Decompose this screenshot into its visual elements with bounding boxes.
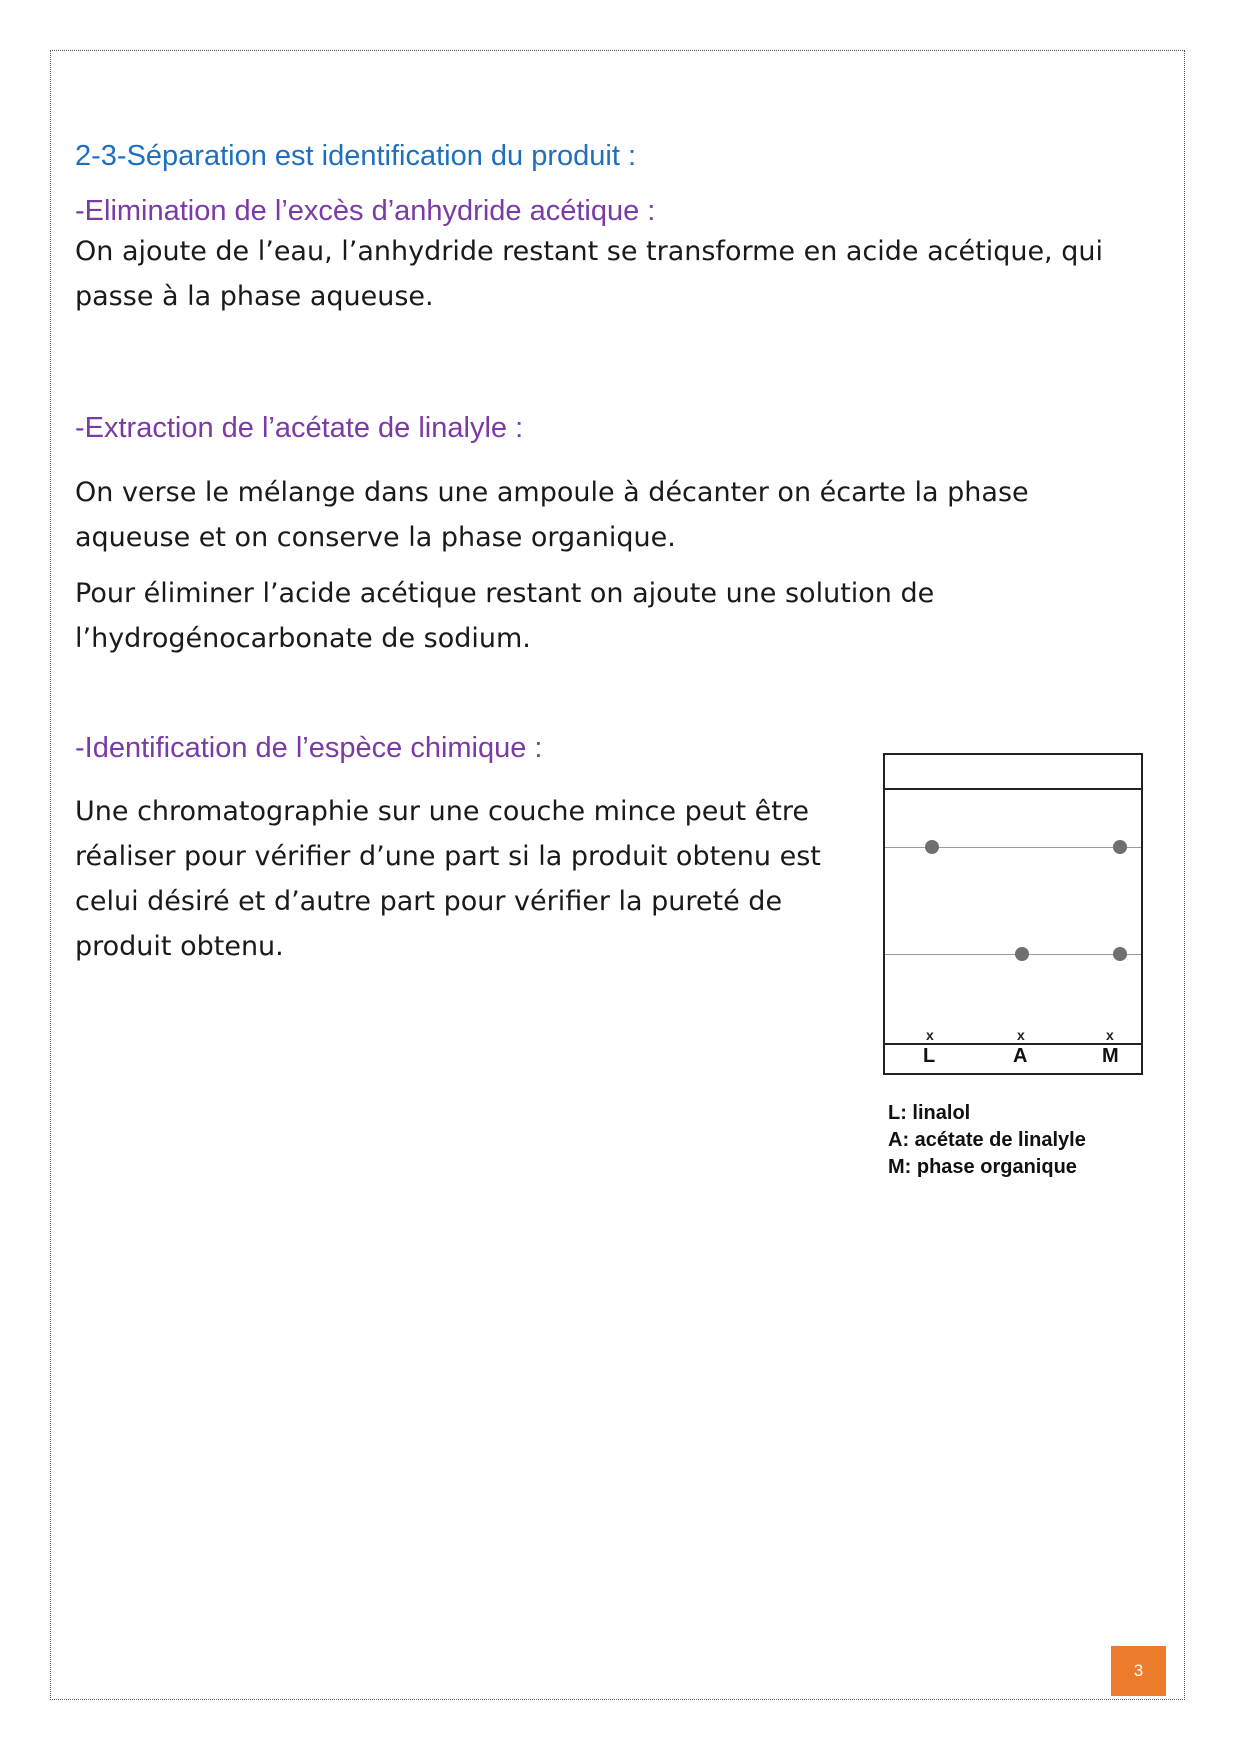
page-number: 3 — [1111, 1646, 1166, 1696]
spot-A — [1015, 947, 1029, 961]
lane-label-L: L — [923, 1045, 936, 1067]
spot-level-line-lower — [885, 954, 1141, 955]
extraction-text-2: Pour éliminer l’acide acétique restant on ajoute une solution de l’hydrogénocarbonate de sodium. — [75, 578, 935, 654]
solvent-front-line — [885, 788, 1141, 790]
deposit-mark-L: x — [926, 1027, 934, 1043]
lane-label-M: M — [1102, 1045, 1119, 1067]
lane-label-A: A — [1013, 1045, 1028, 1067]
deposit-mark-A: x — [1017, 1027, 1025, 1043]
section-title: 2-3-Séparation est identification du produit : — [75, 140, 637, 172]
elimination-text: On ajoute de l’eau, l’anhydride restant se transforme en acide acétique, qui passe à la phase aqueuse. — [75, 236, 1103, 312]
spot-level-line-upper — [885, 847, 1141, 848]
legend-item-L: L: linalol — [888, 1102, 971, 1124]
elimination-title: -Elimination de l’excès d’anhydride acétique : — [75, 195, 656, 227]
deposit-mark-M: x — [1106, 1027, 1114, 1043]
legend-item-A: A: acétate de linalyle — [888, 1129, 1086, 1151]
extraction-text-1: On verse le mélange dans une ampoule à décanter on écarte la phase aqueuse et on conserve la phase organique. — [75, 477, 1029, 553]
legend-item-M: M: phase organique — [888, 1156, 1077, 1178]
extraction-title: -Extraction de l’acétate de linalyle : — [75, 412, 524, 444]
spot-M-lower — [1113, 947, 1127, 961]
identification-text: Une chromatographie sur une couche mince peut être réaliser pour vérifier d’une part si la produit obtenu est celui désiré et d’autre part pour vérifier la pureté de produit obtenu. — [75, 796, 821, 962]
spot-M-upper — [1113, 840, 1127, 854]
tlc-plate — [883, 753, 1143, 1075]
tlc-legend — [888, 1100, 1086, 1181]
spot-L — [925, 840, 939, 854]
identification-title: -Identification de l’espèce chimique : — [75, 732, 543, 764]
